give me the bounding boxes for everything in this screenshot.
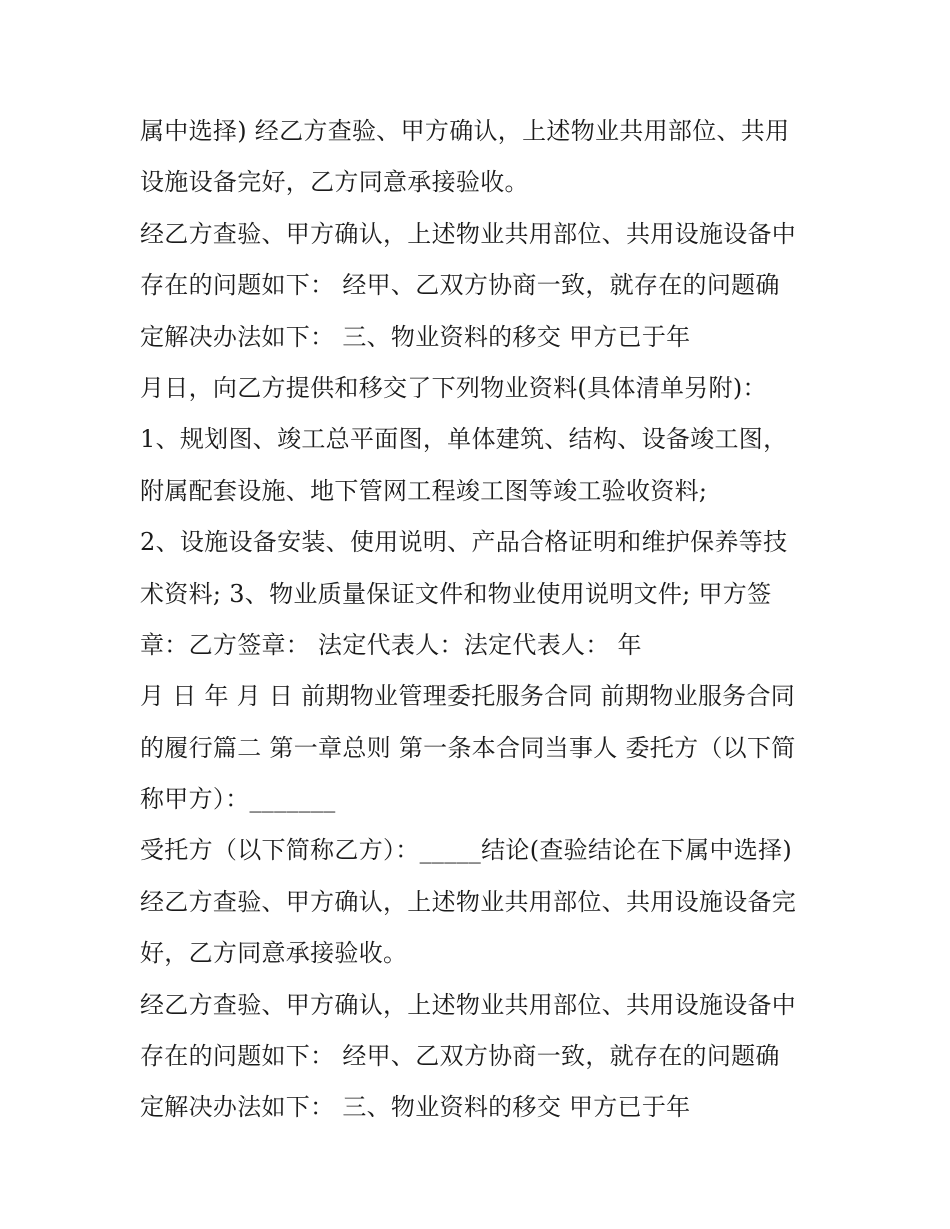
text-line: 月 日 年 月 日 前期物业管理委托服务合同 前期物业服务合同 bbox=[140, 682, 796, 711]
text-line: 属中选择) 经乙方查验、甲方确认，上述物业共用部位、共用 bbox=[140, 117, 790, 145]
text-line: 存在的问题如下： 经甲、乙双方协商一致，就存在的问题确 bbox=[140, 271, 780, 300]
text-line: 设施设备完好，乙方同意承接验收。 bbox=[140, 168, 529, 197]
text-line: 定解决办法如下： 三、物业资料的移交 甲方已于年 bbox=[140, 1093, 691, 1122]
text-line: 定解决办法如下： 三、物业资料的移交 甲方已于年 bbox=[140, 322, 691, 351]
text-line: 术资料; 3、物业质量保证文件和物业使用说明文件; 甲方签 bbox=[140, 579, 772, 608]
text-line: 经乙方查验、甲方确认，上述物业共用部位、共用设施设备中 bbox=[140, 990, 797, 1019]
text-line: 称甲方）：_______ bbox=[140, 785, 336, 814]
text-line: 章：乙方签章： 法定代表人：法定代表人： 年 bbox=[140, 630, 642, 659]
text-line: 经乙方查验、甲方确认，上述物业共用部位、共用设施设备完 bbox=[140, 887, 797, 916]
text-line: 好，乙方同意承接验收。 bbox=[140, 939, 408, 968]
text-line: 月日，向乙方提供和移交了下列物业资料(具体清单另附)： bbox=[140, 373, 767, 402]
text-line: 附属配套设施、地下管网工程竣工图等竣工验收资料; bbox=[140, 476, 708, 505]
document-body bbox=[140, 106, 830, 1134]
text-line: 受托方（以下简称乙方）：_____结论(查验结论在下属中选择) bbox=[140, 836, 793, 865]
text-line: 的履行篇二 第一章总则 第一条本合同当事人 委托方（以下简 bbox=[140, 733, 796, 762]
text-line: 存在的问题如下： 经甲、乙双方协商一致，就存在的问题确 bbox=[140, 1042, 780, 1071]
text-line: 2、设施设备安装、使用说明、产品合格证明和维护保养等技 bbox=[140, 528, 788, 557]
text-line: 经乙方查验、甲方确认，上述物业共用部位、共用设施设备中 bbox=[140, 219, 797, 248]
text-line: 1、规划图、竣工总平面图，单体建筑、结构、设备竣工图， bbox=[140, 425, 788, 454]
